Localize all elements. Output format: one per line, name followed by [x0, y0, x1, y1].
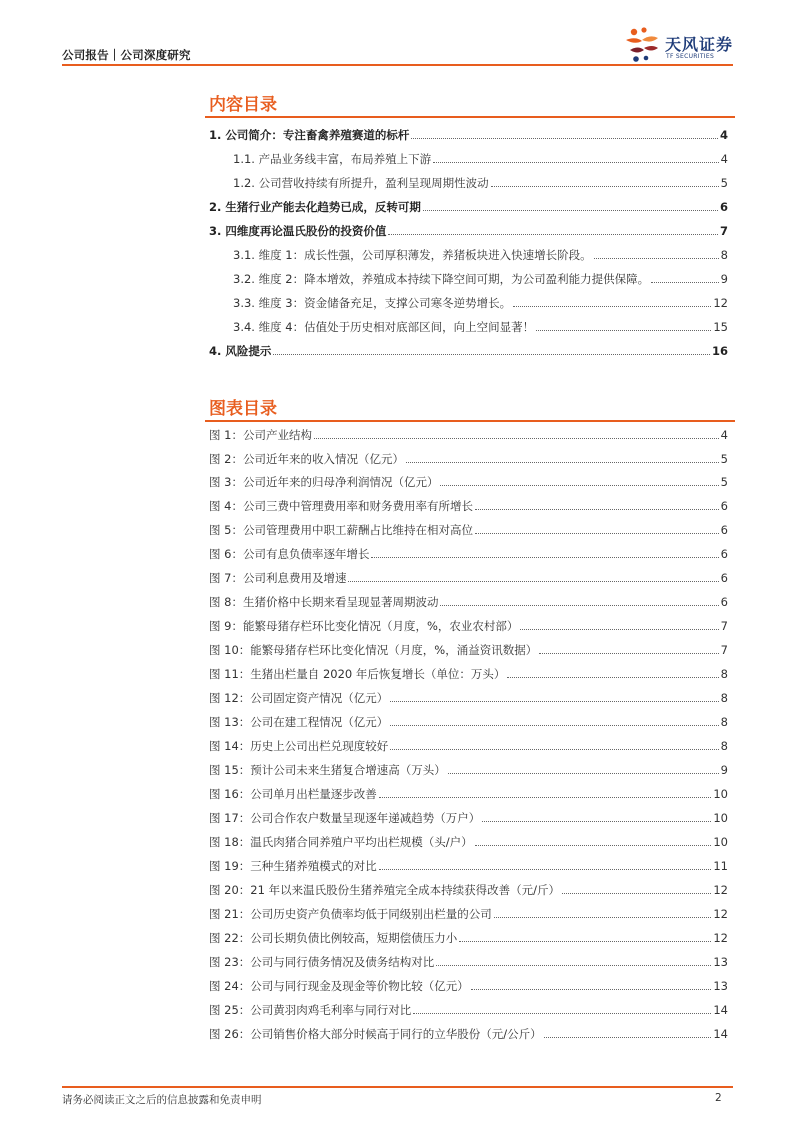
figure-entry[interactable]: [209, 973, 728, 993]
figure-entry[interactable]: [209, 853, 728, 873]
toc-entry-page: 6: [719, 200, 728, 214]
figure-entry[interactable]: [209, 949, 728, 969]
toc-entry-page: 8: [720, 248, 728, 262]
figure-entry-text: 图 21：公司历史资产负债率均低于同级别出栏量的公司: [209, 907, 492, 921]
figure-entry-text: 图 16：公司单月出栏量逐步改善: [209, 787, 377, 801]
figure-entry[interactable]: [209, 925, 728, 945]
figure-entry[interactable]: [209, 422, 728, 442]
toc-title-rule: [205, 116, 735, 118]
figure-entry-page: 12: [713, 931, 728, 945]
dot-leader: [390, 725, 718, 726]
figure-entry-page: 5: [720, 475, 728, 489]
toc-entry[interactable]: [209, 122, 728, 142]
dot-leader: [459, 941, 711, 942]
toc-entry[interactable]: [233, 314, 728, 334]
toc-entry[interactable]: [209, 218, 728, 238]
toc-entry-page: 4: [720, 152, 728, 166]
dot-leader: [482, 821, 711, 822]
dot-leader: [507, 677, 718, 678]
company-logo: [622, 24, 734, 64]
figure-entry[interactable]: [209, 877, 728, 897]
dot-leader: [388, 234, 718, 235]
toc-entry-text: 1. 公司简介：专注畜禽养殖赛道的标杆: [209, 128, 410, 142]
dot-leader: [544, 1037, 712, 1038]
figure-entry-text: 图 7：公司利息费用及增速: [209, 571, 347, 585]
figure-entry-text: 图 12：公司固定资产情况（亿元）: [209, 691, 389, 705]
figure-entry-page: 14: [713, 1003, 728, 1017]
figure-entry-text: 图 18：温氏肉猪合同养殖户平均出栏规模（头/户）: [209, 835, 473, 849]
figure-entry[interactable]: [209, 446, 728, 466]
dot-leader: [494, 917, 712, 918]
toc-entry-page: 15: [713, 320, 728, 334]
toc-entry-page: 7: [719, 224, 728, 238]
figure-entry-text: 图 11：生猪出栏量自 2020 年后恢复增长（单位：万头）: [209, 667, 506, 681]
logo-cn-text: 天风证券: [665, 35, 734, 54]
dot-leader: [411, 138, 718, 139]
figure-entry-page: 14: [713, 1027, 728, 1041]
figure-entry-page: 8: [720, 739, 728, 753]
figure-entry-page: 8: [720, 715, 728, 729]
logo-mark-icon: [622, 26, 662, 64]
figure-entry[interactable]: [209, 661, 728, 681]
figure-entry[interactable]: [209, 589, 728, 609]
figure-entry[interactable]: [209, 709, 728, 729]
toc-entry[interactable]: [233, 170, 728, 190]
figure-entry-page: 6: [720, 595, 728, 609]
dot-leader: [433, 162, 719, 163]
toc-entry-page: 5: [720, 176, 728, 190]
dot-leader: [436, 965, 711, 966]
dot-leader: [594, 258, 719, 259]
page-number: 2: [715, 1092, 722, 1104]
dot-leader: [471, 989, 712, 990]
toc-entry-text: 2. 生猪行业产能去化趋势已成，反转可期: [209, 200, 421, 214]
figure-entry-text: 图 13：公司在建工程情况（亿元）: [209, 715, 389, 729]
dot-leader: [390, 701, 718, 702]
toc-entry-page: 9: [720, 272, 728, 286]
figure-entry-page: 12: [713, 907, 728, 921]
figure-entry-text: 图 17：公司合作农户数量呈现逐年递减趋势（万户）: [209, 811, 481, 825]
figure-entry-page: 8: [720, 667, 728, 681]
figure-entry-text: 图 19：三种生猪养殖模式的对比: [209, 859, 377, 873]
figure-entry-text: 图 10：能繁母猪存栏环比变化情况（月度，%，涌益资讯数据）: [209, 643, 538, 657]
dot-leader: [491, 186, 719, 187]
dot-leader: [423, 210, 718, 211]
toc-entry-text: 3.3. 维度 3：资金储备充足，支撑公司寒冬逆势增长。: [233, 296, 512, 310]
figure-entry-text: 图 1：公司产业结构: [209, 428, 312, 442]
toc-entry-text: 3.1. 维度 1：成长性强，公司厚积薄发，养猪板块进入快速增长阶段。: [233, 248, 592, 262]
figure-entry[interactable]: [209, 757, 728, 777]
toc-entry[interactable]: [233, 290, 728, 310]
figure-list-title: 图表目录: [209, 399, 277, 419]
dot-leader: [539, 653, 718, 654]
toc-entry[interactable]: [209, 338, 728, 358]
figure-entry-text: 图 3：公司近年来的归母净利润情况（亿元）: [209, 475, 439, 489]
dot-leader: [562, 893, 711, 894]
figure-entry-text: 图 6：公司有息负债率逐年增长: [209, 547, 370, 561]
toc-entry-text: 4. 风险提示: [209, 344, 272, 358]
toc-title: 内容目录: [209, 95, 277, 115]
toc-entry-text: 1.1. 产品业务线丰富，布局养殖上下游: [233, 152, 432, 166]
logo-en-text: TF SECURITIES: [666, 53, 715, 60]
toc-entry-text: 3. 四维度再论温氏股份的投资价值: [209, 224, 387, 238]
figure-entry[interactable]: [209, 997, 728, 1017]
figure-entry-page: 6: [720, 571, 728, 585]
dot-leader: [651, 282, 719, 283]
toc-entry[interactable]: [233, 266, 728, 286]
figure-entry-page: 13: [713, 955, 728, 969]
dot-leader: [448, 773, 719, 774]
dot-leader: [440, 605, 718, 606]
toc-entry-text: 3.4. 维度 4：估值处于历史相对底部区间，向上空间显著！: [233, 320, 535, 334]
figure-entry[interactable]: [209, 685, 728, 705]
figure-entry-text: 图 23：公司与同行债务情况及债务结构对比: [209, 955, 435, 969]
figure-entry-text: 图 4：公司三费中管理费用率和财务费用率有所增长: [209, 499, 473, 513]
figure-entry-text: 图 26：公司销售价格大部分时候高于同行的立华股份（元/公斤）: [209, 1027, 542, 1041]
dot-leader: [475, 845, 712, 846]
figure-entry[interactable]: [209, 1021, 728, 1041]
toc-entry-page: 4: [719, 128, 728, 142]
dot-leader: [536, 330, 711, 331]
header-rule: [62, 64, 733, 66]
figure-entry-page: 10: [713, 835, 728, 849]
figure-entry[interactable]: [209, 637, 728, 657]
dot-leader: [520, 629, 718, 630]
figure-entry[interactable]: [209, 901, 728, 921]
dot-leader: [413, 1013, 711, 1014]
figure-entry-text: 图 2：公司近年来的收入情况（亿元）: [209, 452, 404, 466]
figure-entry-text: 图 5：公司管理费用中职工薪酬占比维持在相对高位: [209, 523, 473, 537]
figure-entry[interactable]: [209, 829, 728, 849]
dot-leader: [440, 485, 718, 486]
dot-leader: [390, 749, 718, 750]
figure-entry-text: 图 24：公司与同行现金及现金等价物比较（亿元）: [209, 979, 469, 993]
dot-leader: [379, 869, 712, 870]
figure-entry[interactable]: [209, 805, 728, 825]
figure-entry-page: 6: [720, 547, 728, 561]
figure-entry-page: 4: [720, 428, 728, 442]
figure-entry-page: 12: [713, 883, 728, 897]
figure-entry-page: 13: [713, 979, 728, 993]
figure-entry-page: 5: [720, 452, 728, 466]
figure-entry-text: 图 20：21 年以来温氏股份生猪养殖完全成本持续获得改善（元/斤）: [209, 883, 560, 897]
figure-entry-text: 图 15：预计公司未来生猪复合增速高（万头）: [209, 763, 446, 777]
toc-entry[interactable]: [209, 194, 728, 214]
dot-leader: [348, 581, 718, 582]
figure-entry-page: 10: [713, 811, 728, 825]
dot-leader: [513, 306, 711, 307]
figure-entry-text: 图 14：历史上公司出栏兑现度较好: [209, 739, 389, 753]
dot-leader: [475, 509, 719, 510]
figure-entry[interactable]: [209, 469, 728, 489]
figure-entry[interactable]: [209, 613, 728, 633]
footer-rule: [62, 1086, 733, 1088]
report-category-label: 公司报告｜公司深度研究: [62, 48, 191, 62]
figure-entry-page: 7: [720, 643, 728, 657]
toc-entry-page: 12: [713, 296, 728, 310]
figure-entry[interactable]: [209, 565, 728, 585]
figure-entry-page: 9: [720, 763, 728, 777]
figure-entry-text: 图 8：生猪价格中长期来看呈现显著周期波动: [209, 595, 439, 609]
dot-leader: [406, 462, 719, 463]
toc-entry-text: 1.2. 公司营收持续有所提升，盈利呈现周期性波动: [233, 176, 489, 190]
figure-entry-page: 10: [713, 787, 728, 801]
toc-entry[interactable]: [233, 146, 728, 166]
dot-leader: [475, 533, 719, 534]
dot-leader: [379, 797, 712, 798]
figure-entry-page: 11: [713, 859, 728, 873]
dot-leader: [371, 557, 718, 558]
footer-disclaimer: 请务必阅读正文之后的信息披露和免责申明: [62, 1094, 262, 1106]
figure-entry[interactable]: [209, 781, 728, 801]
figure-entry[interactable]: [209, 493, 728, 513]
figure-entry[interactable]: [209, 541, 728, 561]
figure-entry[interactable]: [209, 517, 728, 537]
dot-leader: [273, 354, 710, 355]
figure-entry-text: 图 25：公司黄羽肉鸡毛利率与同行对比: [209, 1003, 412, 1017]
toc-entry[interactable]: [233, 242, 728, 262]
figure-entry-page: 7: [720, 619, 728, 633]
figure-entry-text: 图 9：能繁母猪存栏环比变化情况（月度，%，农业农村部）: [209, 619, 519, 633]
figure-entry-page: 6: [720, 499, 728, 513]
figure-entry[interactable]: [209, 733, 728, 753]
toc-entry-page: 16: [711, 344, 728, 358]
figure-entry-page: 8: [720, 691, 728, 705]
figure-entry-page: 6: [720, 523, 728, 537]
toc-entry-text: 3.2. 维度 2：降本增效，养殖成本持续下降空间可期，为公司盈利能力提供保障。: [233, 272, 650, 286]
dot-leader: [314, 438, 719, 439]
figure-entry-text: 图 22：公司长期负债比例较高，短期偿债压力小: [209, 931, 458, 945]
